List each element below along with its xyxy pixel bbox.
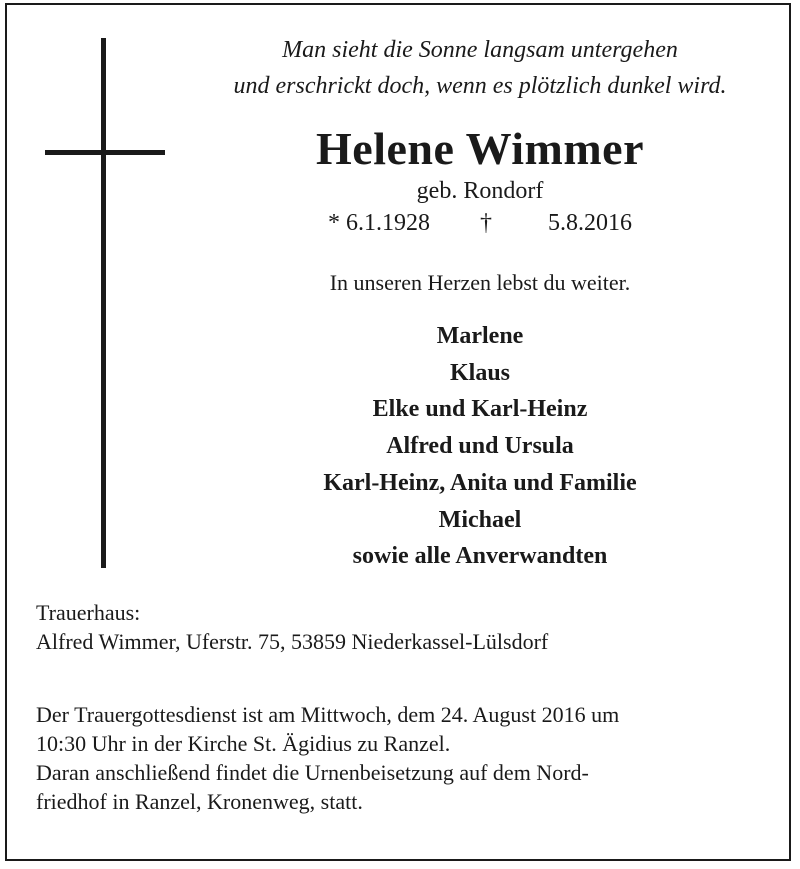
service-line-1: Der Trauergottesdienst ist am Mittwoch, dem 24. August 2016 um — [36, 702, 620, 727]
motto — [180, 32, 780, 104]
service-line-2: 10:30 Uhr in der Kirche St. Ägidius zu Ranzel. — [36, 731, 451, 756]
mourner: Alfred und Ursula — [386, 433, 574, 460]
service-line-4: friedhof in Ranzel, Kronenweg, statt. — [36, 789, 363, 814]
mourner: Karl-Heinz, Anita und Familie — [323, 469, 637, 496]
trauerhaus-address: Alfred Wimmer, Uferstr. 75, 53859 Niederkassel-Lülsdorf — [36, 629, 549, 654]
mourner: Marlene — [436, 323, 524, 349]
birth-name: geb. Rondorf — [416, 178, 544, 204]
deceased-name: Helene Wimmer — [316, 123, 644, 174]
death-date-value: 5.8.2016 — [548, 210, 632, 236]
mourners-list — [180, 318, 780, 575]
cross-horizontal-bar — [45, 150, 165, 155]
mourner: Elke und Karl-Heinz — [372, 396, 588, 423]
trauerhaus-label: Trauerhaus: — [36, 600, 141, 625]
life-dates — [180, 207, 780, 239]
service-line-3: Daran anschließend findet die Urnenbeisetzung auf dem Nord- — [36, 760, 589, 785]
dagger-icon: † — [480, 210, 492, 236]
mourner: Klaus — [449, 359, 511, 386]
death-date — [480, 210, 632, 236]
verse: In unseren Herzen lebst du weiter. — [329, 270, 631, 295]
mourner: sowie alle Anverwandten — [352, 543, 608, 570]
cross-vertical-bar — [101, 38, 106, 568]
motto-line-1: Man sieht die Sonne langsam untergehen — [282, 37, 678, 63]
motto-line-2: und erschrickt doch, wenn es plötzlich dunkel wird. — [233, 73, 727, 99]
mourner: Michael — [438, 506, 522, 533]
service-info — [36, 700, 776, 816]
trauerhaus — [36, 598, 776, 656]
birth-date: * 6.1.1928 — [328, 210, 430, 236]
